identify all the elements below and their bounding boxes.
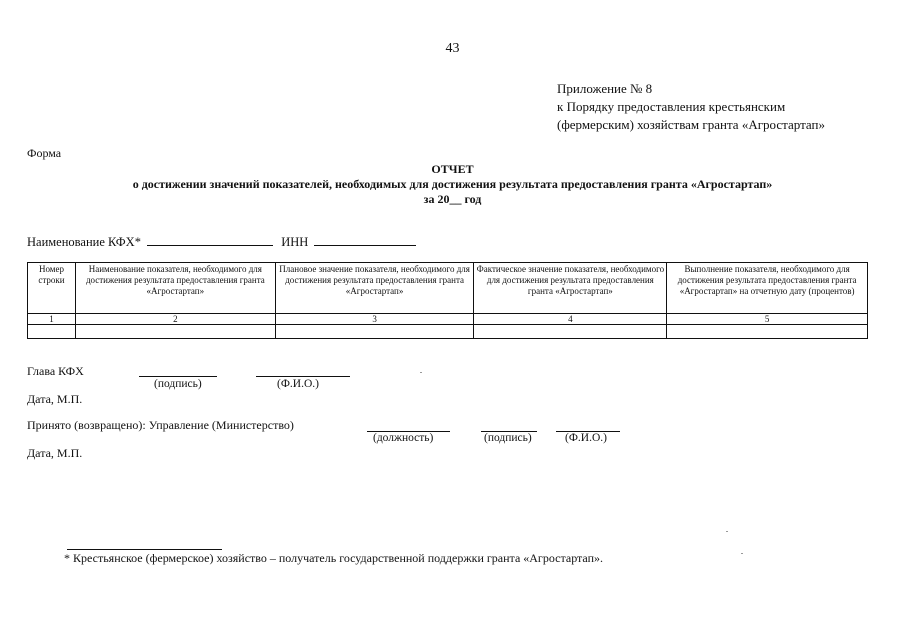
report-heading: ОТЧЕТ — [431, 162, 474, 176]
head-name-caption: (Ф.И.О.) — [277, 378, 319, 390]
head-label: Глава КФХ — [27, 364, 84, 378]
org-line — [27, 234, 416, 250]
scan-speck — [420, 372, 422, 373]
inn-field[interactable] — [314, 234, 416, 246]
table-cell[interactable] — [275, 325, 474, 339]
org-name-label: Наименование КФХ* — [27, 235, 141, 249]
appendix-header — [557, 80, 825, 134]
date-label-2: Дата, М.П. — [27, 446, 83, 460]
accepted-name-caption: (Ф.И.О.) — [565, 432, 607, 444]
table-row — [28, 325, 868, 339]
report-title — [0, 162, 905, 207]
table-header-row — [28, 263, 868, 314]
table-cell[interactable] — [667, 325, 868, 339]
inn-label: ИНН — [281, 235, 309, 249]
footnote-rule — [67, 549, 222, 550]
table-cell[interactable] — [75, 325, 275, 339]
appendix-line-3: (фермерским) хозяйствам гранта «Агростартап» — [557, 117, 825, 132]
column-number-5: 5 — [667, 314, 868, 325]
appendix-line-2: к Порядку предоставления крестьянским — [557, 99, 786, 114]
column-number-2: 2 — [75, 314, 275, 325]
report-table — [27, 262, 868, 339]
appendix-line-1: Приложение № 8 — [557, 81, 653, 96]
org-name-field[interactable] — [147, 234, 273, 246]
scan-speck — [726, 531, 728, 532]
column-number-1: 1 — [28, 314, 76, 325]
table-cell[interactable] — [474, 325, 667, 339]
column-number-4: 4 — [474, 314, 667, 325]
footnote: * Крестьянское (фермерское) хозяйство – получатель государственной поддержки гранта «Агростартап». — [64, 551, 604, 565]
position-caption: (должность) — [373, 432, 434, 444]
head-signature-line[interactable] — [139, 376, 217, 377]
scan-speck — [741, 553, 743, 554]
date-label-1: Дата, М.П. — [27, 392, 83, 406]
column-number-3: 3 — [275, 314, 474, 325]
page-number: 43 — [445, 41, 460, 56]
table-cell[interactable] — [28, 325, 76, 339]
header-row-number: Номер строки — [28, 263, 76, 314]
header-actual-value: Фактическое значение показателя, необходимого для достижения результата предоставления гранта «Агростартап» — [474, 263, 667, 314]
header-indicator-name: Наименование показателя, необходимого для достижения результата предоставления гранта «Агростартап» — [75, 263, 275, 314]
head-signature-caption: (подпись) — [154, 378, 202, 390]
header-planned-value: Плановое значение показателя, необходимого для достижения результата предоставления гранта «Агростартап» — [275, 263, 474, 314]
report-subheading: о достижении значений показателей, необходимых для достижения результата предоставления гранта «Агростартап» — [132, 177, 773, 191]
report-year-line: за 20__ год — [423, 192, 482, 206]
form-label: Форма — [27, 146, 62, 160]
column-number-row — [28, 314, 868, 325]
header-completion: Выполнение показателя, необходимого для достижения результата предоставления гранта «Агростартап» на отчетную дату (процентов) — [667, 263, 868, 314]
accepted-label: Принято (возвращено): Управление (Министерство) — [27, 418, 294, 432]
accepted-signature-caption: (подпись) — [484, 432, 532, 444]
head-name-line[interactable] — [256, 376, 350, 377]
